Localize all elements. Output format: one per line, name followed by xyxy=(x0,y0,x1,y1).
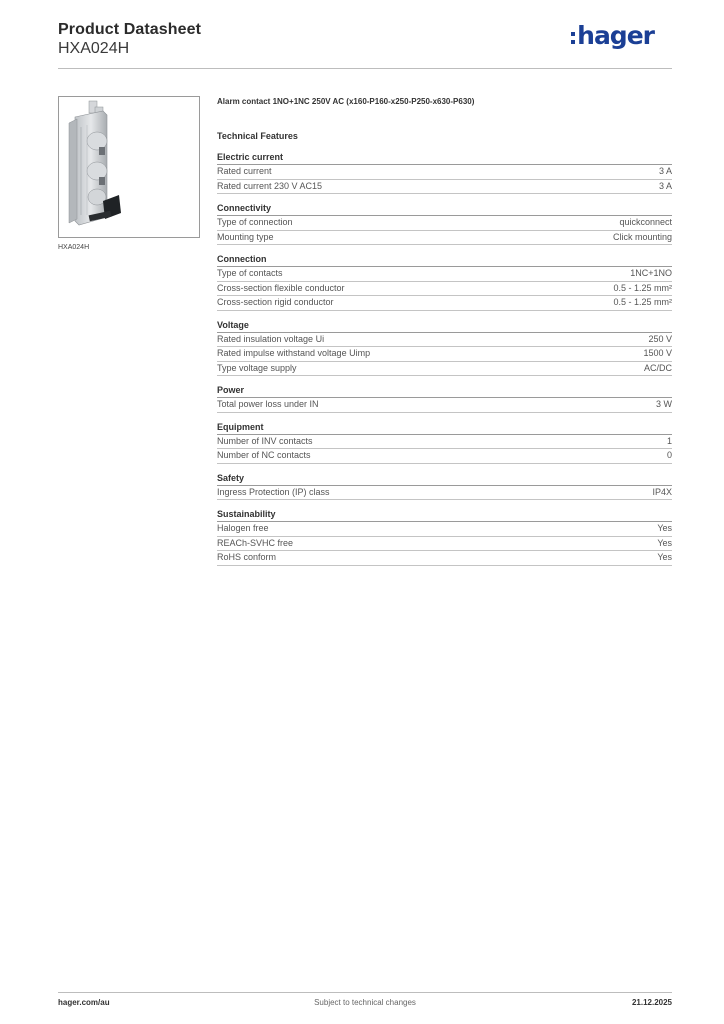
spec-group xyxy=(217,421,672,464)
spec-value: 1NC+1NO xyxy=(630,268,672,278)
spec-group xyxy=(217,151,672,194)
spec-value: 250 V xyxy=(648,333,672,344)
spec-label: Number of INV contacts xyxy=(217,435,313,446)
spec-group-title: Safety xyxy=(217,472,672,486)
spec-value: AC/DC xyxy=(643,362,672,373)
spec-group xyxy=(217,472,672,501)
footer-website: hager.com/au xyxy=(58,998,110,1007)
spec-group xyxy=(217,253,672,311)
spec-value: Yes xyxy=(657,552,672,562)
spec-row xyxy=(217,333,672,348)
logo-dots-icon xyxy=(571,32,575,44)
spec-row xyxy=(217,296,672,311)
spec-group-title: Equipment xyxy=(217,421,672,435)
technical-features-heading: Technical Features xyxy=(217,131,298,141)
spec-row xyxy=(217,165,672,180)
spec-value: 3 W xyxy=(655,399,672,409)
spec-value: IP4X xyxy=(652,486,672,497)
header-divider xyxy=(58,68,672,69)
spec-group-title: Power xyxy=(217,384,672,398)
spec-row xyxy=(217,449,672,464)
spec-row xyxy=(217,435,672,450)
spec-label: Rated current 230 V AC15 xyxy=(217,180,323,191)
spec-row xyxy=(217,282,672,297)
spec-label: Cross-section rigid conductor xyxy=(217,297,334,307)
image-caption: HXA024H xyxy=(58,244,90,251)
spec-value: 1500 V xyxy=(643,348,672,358)
page-title: Product Datasheet xyxy=(58,21,202,38)
spec-label: Halogen free xyxy=(217,523,269,533)
spec-row xyxy=(217,551,672,566)
spec-row xyxy=(217,216,672,231)
hager-logo xyxy=(571,20,654,52)
spec-value: 3 A xyxy=(658,166,672,176)
spec-group-title: Sustainability xyxy=(217,508,672,522)
spec-label: REACh-SVHC free xyxy=(217,537,294,548)
spec-group-title: Connectivity xyxy=(217,202,672,216)
spec-group-title: Voltage xyxy=(217,319,672,333)
spec-value: Yes xyxy=(657,537,672,548)
spec-row xyxy=(217,180,672,195)
spec-label: Type of contacts xyxy=(217,268,283,278)
spec-group-title: Electric current xyxy=(217,151,672,165)
spec-row xyxy=(217,362,672,377)
spec-label: Mounting type xyxy=(217,231,274,242)
spec-sections xyxy=(217,151,672,566)
spec-value: 1 xyxy=(666,435,672,446)
spec-label: Total power loss under IN xyxy=(217,399,319,409)
spec-row xyxy=(217,537,672,552)
spec-label: Number of NC contacts xyxy=(217,450,311,460)
product-code: HXA024H xyxy=(58,40,130,57)
spec-value: 0.5 - 1.25 mm² xyxy=(613,282,672,293)
spec-row xyxy=(217,398,672,413)
spec-value: Yes xyxy=(657,523,672,533)
datasheet-content xyxy=(217,95,672,566)
alarm-contact-module-icon xyxy=(59,97,199,237)
spec-group xyxy=(217,202,672,245)
spec-label: Type of connection xyxy=(217,217,293,227)
product-description: Alarm contact 1NO+1NC 250V AC (x160-P160-x250-P250-x630-P630) xyxy=(217,97,475,106)
spec-value: 0 xyxy=(666,450,672,460)
page-header xyxy=(58,20,672,68)
spec-value: 3 A xyxy=(658,180,672,191)
spec-label: Rated current xyxy=(217,166,272,176)
footer-divider xyxy=(58,992,672,993)
spec-group xyxy=(217,319,672,377)
spec-row xyxy=(217,267,672,282)
spec-value: quickconnect xyxy=(619,217,672,227)
spec-group xyxy=(217,384,672,413)
spec-row xyxy=(217,486,672,501)
spec-label: Rated impulse withstand voltage Uimp xyxy=(217,348,371,358)
logo-text: hager xyxy=(577,21,654,50)
spec-label: Rated insulation voltage Ui xyxy=(217,333,325,344)
spec-value: Click mounting xyxy=(612,231,672,242)
spec-row xyxy=(217,522,672,537)
spec-label: RoHS conform xyxy=(217,552,277,562)
spec-label: Cross-section flexible conductor xyxy=(217,282,345,293)
spec-group-title: Connection xyxy=(217,253,672,267)
footer-notice: Subject to technical changes xyxy=(314,998,416,1007)
footer-date: 21.12.2025 xyxy=(631,998,672,1007)
spec-row xyxy=(217,231,672,246)
spec-label: Type voltage supply xyxy=(217,362,297,373)
spec-label: Ingress Protection (IP) class xyxy=(217,486,330,497)
spec-value: 0.5 - 1.25 mm² xyxy=(613,297,672,307)
spec-group xyxy=(217,508,672,566)
product-image xyxy=(58,96,200,238)
spec-row xyxy=(217,347,672,362)
page-footer xyxy=(58,998,672,1010)
